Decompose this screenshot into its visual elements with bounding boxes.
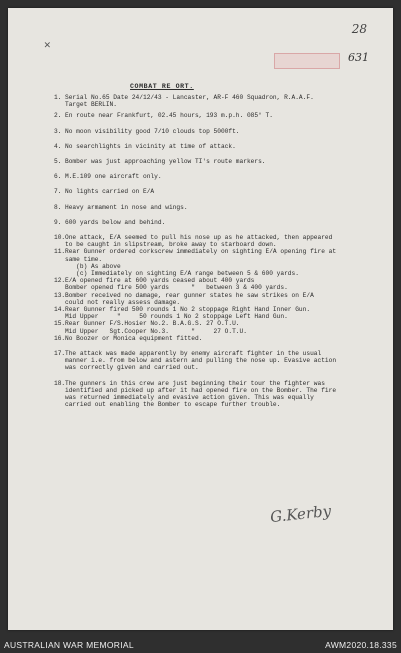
- item-number: 3.: [54, 127, 62, 135]
- item-number: 13.: [54, 291, 66, 299]
- item-number: 15.: [54, 320, 66, 328]
- item-number: 14.: [54, 306, 66, 314]
- report-item: [54, 306, 374, 320]
- item-text: Bomber was just approaching yellow TI's route markers.: [65, 158, 266, 166]
- item-text: Rear Gunner ordered corkscrew immediately on sighting E/A opening fire at same time. (b) As above (c) Immediately on sighting E/A range between 5 & 600 yards.: [65, 248, 337, 278]
- report-item: [54, 380, 374, 409]
- item-text: No lights carried on E/A: [65, 188, 155, 196]
- document-heading: COMBAT RE ORT.: [130, 83, 194, 90]
- faded-stamp: [274, 53, 340, 69]
- item-text: En route near Frankfurt, 02.45 hours, 193 m.p.h. 085° T.: [65, 112, 273, 120]
- item-text: M.E.109 one aircraft only.: [65, 173, 162, 181]
- item-text: The gunners in this crew are just beginning their tour the fighter was identified and picked up after it had opened fire on the Bomber. The fire was returned immediately and evasive action given. This was equally carried out enabling the Bomber to escape further trouble.: [65, 379, 337, 409]
- item-text: No searchlights in vicinity at time of attack.: [65, 142, 236, 150]
- item-text: 600 yards below and behind.: [65, 218, 166, 226]
- item-number: 8.: [54, 203, 62, 211]
- item-text: Bomber received no damage, rear gunner states he saw strikes on E/A could not really assess damage.: [65, 291, 314, 306]
- handwritten-annotation-right: 631: [348, 51, 369, 64]
- report-item: [54, 143, 374, 150]
- handwritten-annotation-top: 28: [351, 22, 367, 36]
- item-number: 12.: [54, 277, 66, 285]
- report-item: [54, 158, 374, 165]
- item-number: 18.: [54, 379, 66, 387]
- report-item: [54, 94, 374, 108]
- report-item: [54, 292, 374, 306]
- item-text: The attack was made apparently by enemy aircraft fighter in the usual manner i.e. from below and astern and pulling the nose up. Evasive action was correctly given and carried out.: [65, 350, 337, 372]
- item-number: 6.: [54, 173, 62, 181]
- item-number: 7.: [54, 188, 62, 196]
- report-item: [54, 173, 374, 180]
- item-text: Serial No.65 Date 24/12/43 - Lancaster, AR-F 460 Squadron, R.A.A.F. Target BERLIN.: [65, 94, 314, 109]
- report-item: [54, 188, 374, 195]
- footer-accession-number: AWM2020.18.335: [325, 640, 397, 650]
- margin-mark: ✕: [44, 40, 51, 52]
- item-number: 11.: [54, 248, 66, 256]
- item-number: 5.: [54, 158, 62, 166]
- item-text: No Boozer or Monica equipment fitted.: [65, 334, 203, 342]
- signature: G.Kerby: [269, 501, 332, 527]
- report-item: [54, 320, 374, 334]
- item-text: No moon visibility good 7/10 clouds top 5000ft.: [65, 127, 240, 135]
- report-item: [54, 234, 374, 248]
- report-item: [54, 112, 374, 119]
- item-number: 16.: [54, 334, 66, 342]
- report-item: [54, 219, 374, 226]
- item-text: E/A opened fire at 600 yards ceased about 400 yards Bomber opened fire 500 yards " between 3 & 400 yards.: [65, 277, 288, 292]
- item-number: 4.: [54, 142, 62, 150]
- item-text: Rear Gunner F/S.Hosier No.2. B.A.G.S. 27 O.T.U. Mid Upper Sgt.Cooper No.3. " 27 O.T.U.: [65, 320, 247, 335]
- item-number: 17.: [54, 350, 66, 358]
- report-item: [54, 277, 374, 291]
- report-item: [54, 335, 374, 342]
- item-number: 1.: [54, 94, 62, 101]
- item-text: Heavy armament in nose and wings.: [65, 203, 188, 211]
- report-item: [54, 350, 374, 372]
- document-page: [8, 8, 393, 630]
- item-text: One attack, E/A seemed to pull his nose up as he attacked, then appeared to be caught in slipstream, broke away to starboard down.: [65, 234, 333, 249]
- item-text: Rear Gunner fired 500 rounds 1 No 2 stoppage Right Hand Inner Gun. Mid Upper " 50 rounds 1 No 2 stoppage Left Hand Gun.: [65, 306, 311, 321]
- item-number: 10.: [54, 234, 66, 242]
- report-body: [54, 94, 374, 409]
- report-item: [54, 248, 374, 277]
- item-number: 2.: [54, 112, 62, 120]
- report-item: [54, 204, 374, 211]
- footer-institution: AUSTRALIAN WAR MEMORIAL: [4, 640, 134, 650]
- item-number: 9.: [54, 218, 62, 226]
- report-item: [54, 128, 374, 135]
